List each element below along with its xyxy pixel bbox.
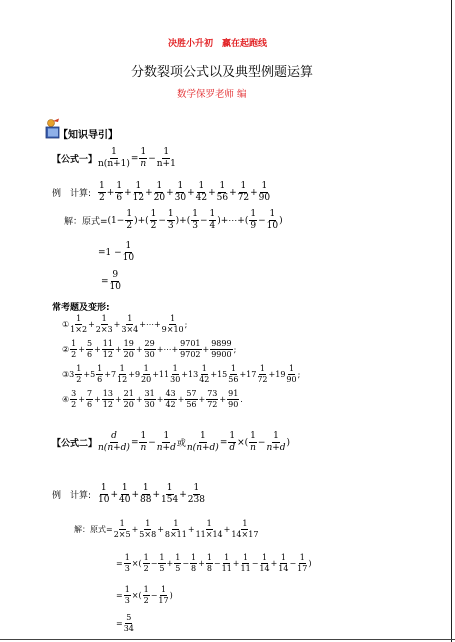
fraction: $\frac{1}{154}$	[161, 483, 179, 505]
formula-one-label: 【公式一】	[52, 155, 98, 165]
example-two-solution	[74, 520, 259, 539]
solution-line-two: = $\frac{1}{3}$ ×( $\frac{1}{2}$ − $\frac{1}{5}$ + $\frac{1}{5}$ − $\frac{1}{8}$ + $\frac{1}{8}$ − $\frac{1}{11}$ + $\frac{1}{11}$ − $\frac{1}{14}$ + $\frac{1}{14}$ − $\frac{1}{17}$ )	[116, 553, 312, 573]
fraction: $\frac{1}{2\times 5}$	[113, 519, 131, 539]
fraction: $\frac{1}{4}$	[209, 209, 216, 231]
example-one-label: 例 计算:	[52, 189, 92, 199]
fraction: $\frac{1}{90}$	[286, 364, 297, 384]
fraction: $\frac{1}{238}$	[187, 483, 205, 505]
solution-line-three: = $\frac{9}{10}$	[101, 270, 121, 292]
fraction: $\frac{1}{1\times 2}$	[70, 314, 88, 334]
fraction: $\frac{1}{20}$	[153, 181, 166, 203]
solution-line-three: = $\frac{1}{3}$ ×( $\frac{1}{2}$ − $\frac{1}{17}$ )	[116, 585, 173, 605]
fraction: $\frac{13}{12}$	[102, 389, 113, 409]
fraction: $\frac{9}{10}$	[109, 270, 121, 292]
fraction: $\frac{1}{42}$	[195, 181, 208, 203]
fraction: $\frac{1}{n}$	[140, 431, 147, 453]
page-edge-bottom	[0, 639, 455, 640]
mixed-number: 17 $\frac{1}{72}$	[246, 364, 268, 384]
fraction: $\frac{1}{14}$	[278, 553, 289, 573]
fraction: $\frac{1}{88}$	[140, 483, 152, 505]
mixed-number: 11 $\frac{1}{30}$	[158, 364, 181, 384]
fraction: $\frac{1}{10}$	[266, 209, 279, 231]
mixed-number: 15 $\frac{1}{56}$	[217, 364, 239, 384]
fraction: $\frac{1}{2}$	[150, 209, 157, 231]
fraction: $\frac{1}{42}$	[199, 364, 210, 384]
fraction: $\frac{21}{20}$	[123, 389, 134, 409]
solution-line-one: $\frac{1}{2\times 5}$ + $\frac{1}{5\times 8}$ + $\frac{1}{8\times 11}$ + $\frac{1}{11\times 14}$ + $\frac{1}{14\times 17}$	[113, 519, 259, 539]
fraction: $\frac{1}{2\times 3}$	[95, 314, 113, 334]
fraction: $\frac{1}{90}$	[258, 181, 271, 203]
fraction: $\frac{1}{30}$	[174, 181, 187, 203]
fraction: $\frac{73}{72}$	[207, 389, 218, 409]
fraction: $\frac{1}{d}$	[229, 431, 236, 453]
section-heading: 【知识导引】	[58, 130, 118, 141]
fraction: $\frac{3}{2}$	[71, 389, 77, 409]
fraction: $\frac{1}{9\times 10}$	[161, 314, 184, 334]
fraction: $\frac{1}{3}$	[192, 209, 198, 231]
fraction: $\frac{1}{n(n+1)}$	[98, 147, 130, 169]
formula-one: 【公式一】 $\frac{1}{n(n+1)}$ = $\frac{1}{n}$ − $\frac{1}{n+1}$	[52, 147, 176, 169]
fraction: $\frac{1}{2}$	[126, 209, 133, 231]
mixed-number: 13 $\frac{1}{42}$	[188, 364, 210, 384]
fraction: $\frac{1}{n+d}$	[156, 431, 176, 453]
fraction: $\frac{1}{3}$	[124, 553, 130, 573]
fraction: $\frac{1}{5}$	[159, 553, 165, 573]
example-two-expression: $\frac{1}{10}$ + $\frac{1}{40}$ + $\frac{1}{88}$ + $\frac{1}{154}$ + $\frac{1}{238}$	[98, 483, 205, 505]
fraction: $\frac{57}{56}$	[186, 389, 197, 409]
fraction: $\frac{11}{12}$	[102, 339, 113, 359]
fraction: $\frac{1}{8}$	[206, 553, 212, 573]
fraction: $\frac{1}{56}$	[228, 364, 239, 384]
variant-four: ④ $\frac{3}{2}$ + $\frac{7}{6}$ + $\frac{13}{12}$ + $\frac{21}{20}$ + $\frac{31}{30}$ + $\frac{43}{42}$ + $\frac{57}{56}$ + $\frac{73}{72}$ + $\frac{91}{90}$ .	[62, 389, 243, 409]
fraction: $\frac{1}{n(n+d)}$	[186, 431, 219, 453]
fraction: $\frac{7}{6}$	[86, 389, 93, 409]
document-title: 分数裂项公式以及典型例题运算	[131, 65, 314, 80]
fraction: $\frac{31}{30}$	[144, 389, 155, 409]
formula-two: 【公式二】 $\frac{d}{n(n+d)}$ = $\frac{1}{n}$ − $\frac{1}{n+d}$ 或 $\frac{1}{n(n+d)}$ = $\frac{1}{d}$ ×( $\frac{1}{n}$ − $\frac{1}{n+d}$ )	[52, 431, 291, 453]
fraction: $\frac{1}{2}$	[143, 585, 149, 605]
example-two	[52, 484, 206, 505]
fraction: $\frac{d}{n(n+d)}$	[98, 431, 130, 453]
variant-three: ③ 3 $\frac{1}{2}$ + 5 $\frac{1}{6}$ + 7 $\frac{1}{12}$ + 9 $\frac{1}{20}$ + 11 $\frac{1}{30}$ + 13 $\frac{1}{42}$ + 15 $\frac{1}{56}$ + 17 $\frac{1}{72}$ + 19 $\frac{1}{90}$ ;	[62, 364, 301, 384]
mixed-number: 9 $\frac{1}{20}$	[134, 364, 152, 384]
variant-one: ① $\frac{1}{1\times 2}$ + $\frac{1}{2\times 3}$ + $\frac{1}{3\times 4}$ +⋯+ $\frac{1}{9\times 10}$ ;	[62, 314, 188, 334]
fraction: $\frac{1}{6}$	[97, 364, 103, 384]
fraction: $\frac{1}{14\times 17}$	[231, 519, 259, 539]
fraction: $\frac{1}{14}$	[259, 553, 270, 573]
fraction: $\frac{1}{3\times 4}$	[121, 314, 139, 334]
example-one-expression: $\frac{1}{2}$ + $\frac{1}{6}$ + $\frac{1}{12}$ + $\frac{1}{20}$ + $\frac{1}{30}$ + $\frac{1}{42}$ + $\frac{1}{56}$ + $\frac{1}{72}$ + $\frac{1}{90}$	[99, 181, 271, 203]
mixed-number: 7 $\frac{1}{12}$	[110, 364, 128, 384]
fraction: $\frac{43}{42}$	[165, 389, 176, 409]
fraction: $\frac{1}{3}$	[167, 209, 174, 231]
fraction: $\frac{1}{2}$	[76, 364, 82, 384]
fraction: $\frac{1}{20}$	[141, 364, 152, 384]
fraction: $\frac{1}{72}$	[237, 181, 250, 203]
fraction: $\frac{1}{5\times 8}$	[139, 519, 157, 539]
fraction: $\frac{91}{90}$	[228, 389, 239, 409]
solution-line-two: =1 − $\frac{1}{10}$	[98, 241, 135, 263]
fraction: $\frac{1}{10}$	[122, 241, 135, 263]
formula-two-label: 【公式二】	[52, 439, 98, 449]
fraction: $\frac{1}{11}$	[240, 553, 251, 573]
fraction: $\frac{1}{17}$	[158, 585, 169, 605]
fraction: $\frac{1}{n}$	[250, 431, 256, 453]
fraction: $\frac{1}{10}$	[98, 483, 110, 505]
fraction: $\frac{1}{12}$	[132, 181, 145, 203]
solution-result: = $\frac{5}{34}$	[116, 613, 134, 633]
mixed-number: 19 $\frac{1}{90}$	[275, 364, 297, 384]
variants-heading: 常考题及变形:	[52, 303, 110, 313]
mixed-number: 5 $\frac{1}{6}$	[90, 364, 103, 384]
fraction: $\frac{1}{8}$	[191, 553, 197, 573]
solution-label: 解：原式=	[74, 525, 113, 534]
fraction: $\frac{29}{30}$	[144, 339, 155, 359]
header-banner: 决胜小升初 赢在起跑线	[168, 39, 268, 49]
fraction: $\frac{1}{n+1}$	[156, 147, 176, 169]
fraction: $\frac{1}{2}$	[99, 181, 105, 203]
fraction: $\frac{1}{40}$	[119, 483, 131, 505]
fraction: $\frac{1}{3}$	[124, 585, 130, 605]
fraction: $\frac{1}{6}$	[116, 181, 123, 203]
fraction: $\frac{1}{11\times 14}$	[195, 519, 223, 539]
mixed-number: 3 $\frac{1}{2}$	[69, 364, 82, 384]
fraction: $\frac{9701}{9702}$	[180, 339, 201, 359]
solution-label: 解：原式=	[64, 217, 108, 227]
fraction: $\frac{1}{2}$	[143, 553, 149, 573]
example-one	[52, 182, 271, 203]
document-author: 数学保罗老师 编	[177, 89, 247, 100]
fraction: $\frac{1}{5}$	[175, 553, 181, 573]
solution-line-one: (1− $\frac{1}{2}$ )+( $\frac{1}{2}$ − $\frac{1}{3}$ )+( $\frac{1}{3}$ − $\frac{1}{4}$ )+⋯+( $\frac{1}{9}$ − $\frac{1}{10}$ )	[107, 209, 283, 231]
fraction: $\frac{9899}{9900}$	[211, 339, 232, 359]
fraction: $\frac{19}{20}$	[123, 339, 134, 359]
fraction: $\frac{1}{n}$	[140, 147, 147, 169]
fraction: $\frac{1}{12}$	[117, 364, 128, 384]
page-edge-right	[451, 0, 452, 642]
fraction: $\frac{5}{34}$	[123, 613, 134, 633]
fraction: $\frac{1}{72}$	[257, 364, 268, 384]
variant-two: ② $\frac{1}{2}$ + $\frac{5}{6}$ + $\frac{11}{12}$ + $\frac{19}{20}$ + $\frac{29}{30}$ +⋯+ $\frac{9701}{9702}$ + $\frac{9899}{9900}$ ;	[62, 339, 237, 359]
fraction: $\frac{1}{30}$	[170, 364, 181, 384]
fraction: $\frac{1}{17}$	[297, 553, 308, 573]
fraction: $\frac{5}{6}$	[86, 339, 93, 359]
example-two-label: 例 计算:	[52, 491, 92, 501]
fraction: $\frac{1}{56}$	[216, 181, 229, 203]
example-one-solution	[64, 210, 283, 231]
fraction: $\frac{1}{11}$	[221, 553, 232, 573]
fraction: $\frac{1}{8\times 11}$	[164, 519, 187, 539]
fraction: $\frac{1}{2}$	[71, 339, 77, 359]
fraction: $\frac{1}{9}$	[250, 209, 257, 231]
fraction: $\frac{1}{n+d}$	[266, 431, 286, 453]
